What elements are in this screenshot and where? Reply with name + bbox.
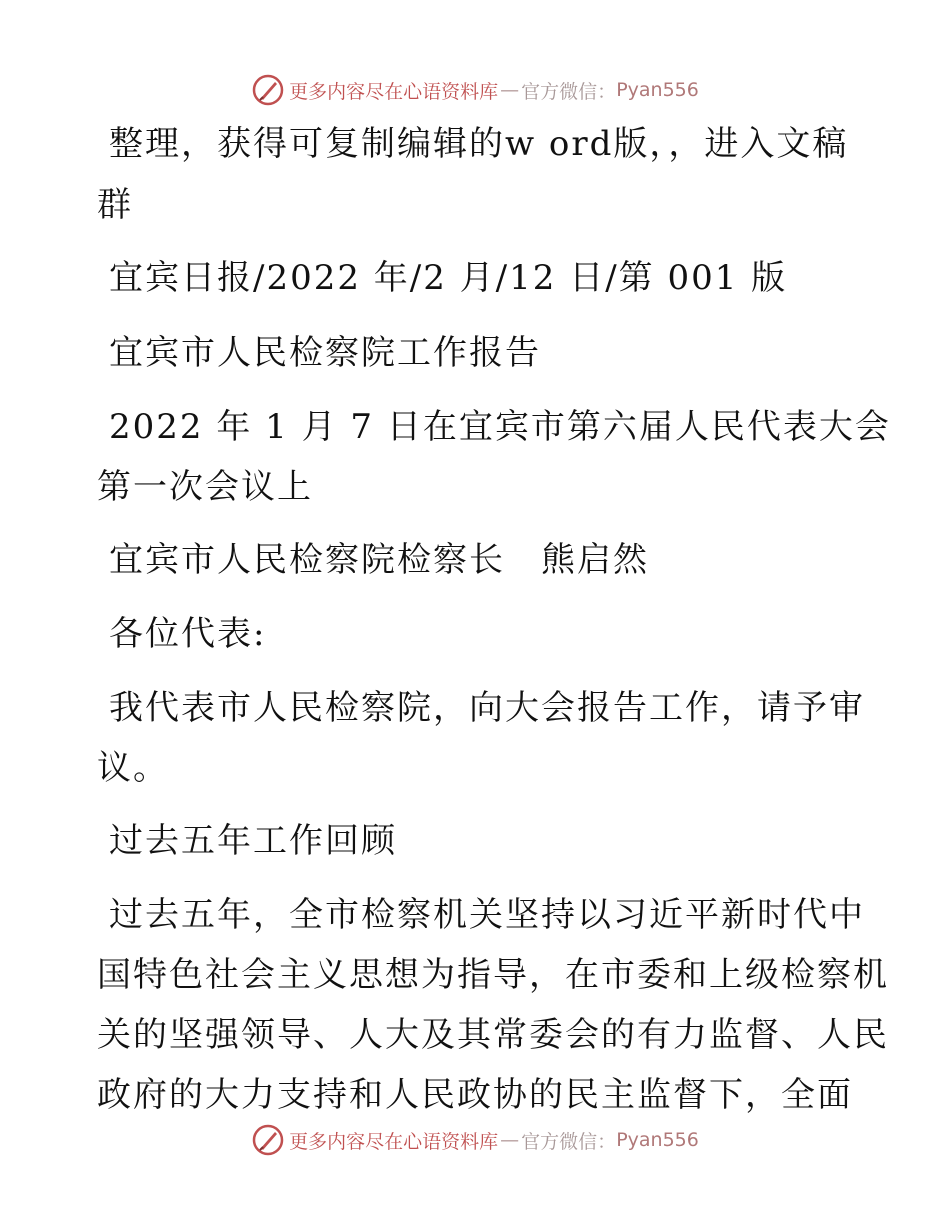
salutation: 各位代表: (109, 614, 267, 654)
footer-watermark (0, 1120, 950, 1160)
watermark-separator: — (500, 1129, 520, 1151)
paragraph-line: 议。 (97, 748, 169, 788)
paragraph-line: 关的坚强领导、人大及其常委会的有力监督、人民 (97, 1015, 889, 1055)
watermark-wechat-id: Pyan556 (616, 1129, 699, 1151)
meeting-line: 2022 年 1 月 7 日在宜宾市第六届人民代表大会 (109, 407, 891, 447)
watermark-wechat-label: 官方微信： (521, 80, 617, 103)
watermark-text: 更多内容尽在心语资料库 (289, 1130, 499, 1153)
section-heading: 过去五年工作回顾 (109, 821, 397, 861)
quill-pen-icon (251, 1123, 285, 1157)
watermark-wechat-id: Pyan556 (616, 79, 699, 101)
watermark-text: 更多内容尽在心语资料库 (289, 80, 499, 103)
paragraph-line: 整理，获得可复制编辑的w ord版，，进入文稿 (109, 124, 849, 164)
paragraph-line: 过去五年，全市检察机关坚持以习近平新时代中 (109, 895, 865, 935)
meeting-line: 第一次会议上 (97, 467, 313, 507)
watermark-wechat-label: 官方微信： (521, 1130, 617, 1153)
author-line: 宜宾市人民检察院检察长 熊启然 (109, 540, 649, 580)
source-line: 宜宾日报/2022 年/2 月/12 日/第 001 版 (109, 258, 788, 298)
document-title: 宜宾市人民检察院工作报告 (109, 333, 541, 373)
paragraph-line: 国特色社会主义思想为指导，在市委和上级检察机 (97, 955, 889, 995)
paragraph-line: 政府的大力支持和人民政协的民主监督下，全面 (97, 1075, 853, 1115)
paragraph-line: 我代表市人民检察院，向大会报告工作，请予审 (109, 688, 865, 728)
watermark-separator: — (500, 79, 520, 101)
paragraph-line: 群 (97, 185, 133, 225)
